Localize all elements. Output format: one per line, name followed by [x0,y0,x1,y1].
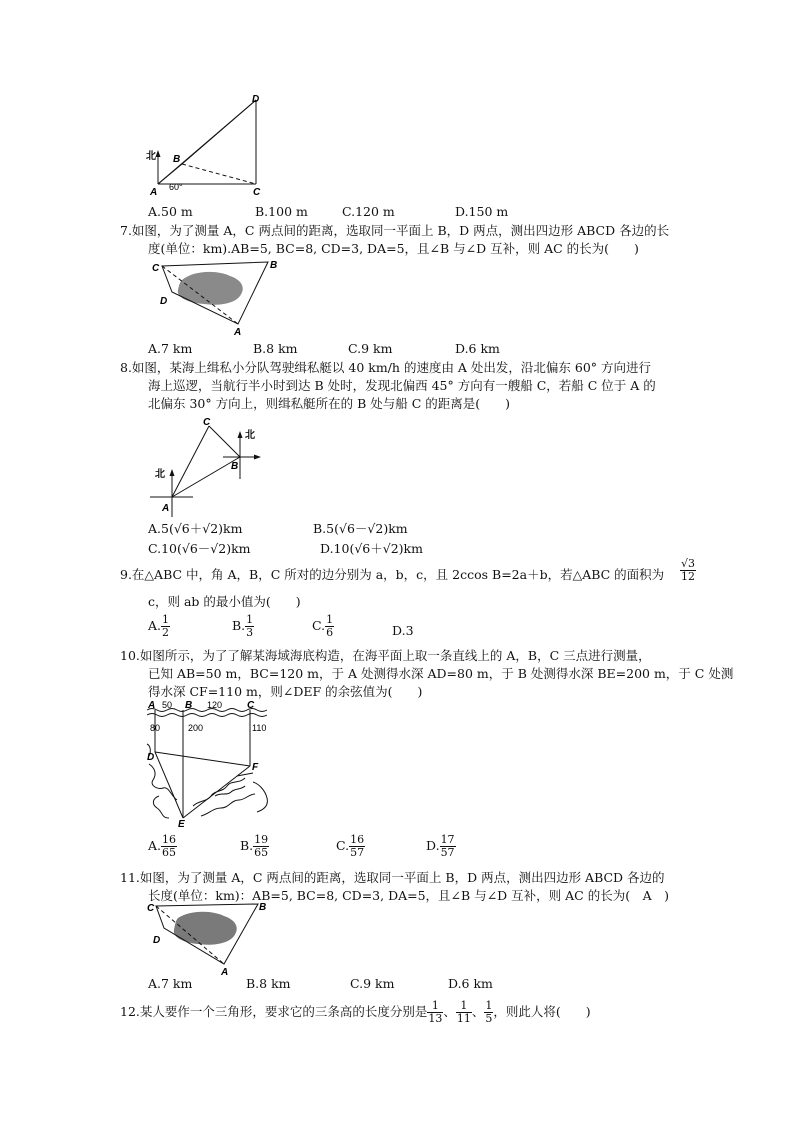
q7-stem-line1: 7.如图，为了测量 A，C 两点间的距离，选取同一平面上 B，D 两点，测出四边形 ABCD 各边的长 [120,223,670,238]
q12-prefix: 12.某人要作一个三角形，要求它的三条高的长度分别是 [120,1004,428,1019]
figure-q11 [146,900,276,978]
fig10-label-e: E [178,819,185,828]
q10-option-d-den: 57 [440,846,455,859]
q9-option-c-den: 6 [326,626,334,639]
fig10-label-c: C [247,700,255,711]
q6-option-b[interactable]: B.100 m [255,204,308,219]
figure-q8 [145,415,275,520]
fig10-label-be: 200 [188,723,204,733]
q12-sep-2: 、 [471,1004,485,1019]
fig7-label-c: C [152,263,160,274]
q10-option-b-den: 65 [254,846,269,859]
fig10-label-cf: 110 [252,723,267,733]
fig10-label-b: B [185,700,193,711]
q10-option-a-prefix: A. [148,838,162,853]
q9-option-a[interactable] [148,614,170,639]
q10-stem-line3: 得水深 CF=110 m，则∠DEF 的余弦值为( ) [148,684,423,699]
q10-option-a-num: 16 [162,833,177,846]
q12-height-1 [427,1000,443,1025]
q9-option-d-value: 3 [405,623,414,638]
q8-option-a[interactable]: A.5(√6＋√2)km [148,521,243,536]
q9-stem-line2: c，则 ab 的最小值为( ) [148,594,301,609]
q9-option-b-num: 1 [246,613,254,626]
fig10-label-a: A [148,700,156,711]
q12-h3-den: 5 [485,1012,493,1025]
q11-option-d[interactable]: D.6 km [448,976,493,991]
q7-stem-line2: 度(单位：km).AB=5, BC=8, CD=3, DA=5，且∠B 与∠D 互补，则 AC 的长为( ) [148,241,639,256]
q12-h2-den: 11 [456,1012,471,1025]
q7-option-d[interactable]: D.6 km [455,341,500,356]
fig10-label-f: F [252,762,259,773]
q9-option-c-prefix: C. [312,618,326,633]
q8-option-d[interactable]: D.10(√6＋√2)km [320,541,423,556]
q10-option-b-num: 19 [254,833,269,846]
fig11-label-c: C [147,903,155,914]
figure-q7 [148,258,288,338]
q9-option-b[interactable] [232,614,254,639]
fig8-label-c: C [203,417,211,428]
q10-option-d-prefix: D. [426,838,440,853]
q7-option-c[interactable]: C.9 km [348,341,393,356]
q12-h1-den: 13 [428,1012,443,1025]
q9-area-fraction [680,558,696,583]
q11-stem-line2: 长度(单位：km)：AB=5, BC=8, CD=3, DA=5，且∠B 与∠D 互补，则 AC 的长为( A ) [148,888,669,903]
q8-option-b[interactable]: B.5(√6－√2)km [313,521,408,536]
q10-option-c-prefix: C. [336,838,350,853]
q7-option-b[interactable]: B.8 km [253,341,298,356]
q10-stem-line2: 已知 AB=50 m，BC=120 m，于 A 处测得水深 AD=80 m，于 B 处测得水深 BE=200 m，于 C 处测 [148,666,734,681]
q10-stem-line1: 10.如图所示，为了了解某海域海底构造，在海平面上取一条直线上的 A，B，C 三点进行测量， [120,648,651,663]
q9-option-a-den: 2 [162,626,170,639]
fig8-label-b: B [231,461,239,472]
fig7-label-b: B [270,260,278,271]
q12-height-2 [456,1000,472,1025]
q10-option-c[interactable] [336,834,365,859]
q10-option-c-num: 16 [350,833,365,846]
q10-option-a[interactable] [148,834,177,859]
fig10-label-ad: 80 [150,723,161,733]
q9-option-c-num: 1 [326,613,334,626]
q6-option-c[interactable]: C.120 m [342,204,395,219]
figure-q10 [145,700,275,828]
fig8-label-a: A [162,503,170,514]
q6-option-a[interactable]: A.50 m [148,204,193,219]
q11-stem-line1: 11.如图，为了测量 A，C 两点间的距离，选取同一平面上 B，D 两点，测出四边形 ABCD 各边的 [120,870,665,885]
q11-option-a[interactable]: A.7 km [148,976,193,991]
q10-option-a-den: 65 [162,846,177,859]
q12-h1-num: 1 [427,1000,443,1013]
fig10-label-d: D [147,752,155,763]
fig6-label-angle: 60° [169,182,183,192]
q12-stem [120,1000,591,1025]
q9-option-a-prefix: A. [148,618,162,633]
q8-stem-line2: 海上巡逻，当航行半小时到达 B 处时，发现北偏西 45° 方向有一艘船 C，若船 C 位于 A 的 [148,378,656,393]
q12-h2-num: 1 [456,1000,472,1013]
fig8-label-north-b: 北 [245,430,255,441]
fig7-label-a: A [234,327,242,338]
fig6-label-a: A [150,187,158,197]
fig10-label-bc: 120 [207,700,223,710]
q12-suffix: ，则此人将( ) [493,1004,591,1019]
q9-option-c[interactable] [312,614,334,639]
fig6-label-b: B [173,154,181,165]
q12-h3-num: 1 [485,999,493,1012]
fig7-label-d: D [160,296,168,307]
figure-q6 [140,92,280,197]
q9-option-b-den: 3 [246,626,254,639]
q9-frac-den: 12 [681,570,695,583]
q9-stem-line1: 9.在△ABC 中，角 A，B，C 所对的边分别为 a，b，c，且 2ccos B=2a＋b，若△ABC 的面积为 [120,567,665,582]
q9-frac-num: √3 [681,557,696,570]
fig11-label-b: B [259,902,267,913]
fig10-label-ab: 50 [162,700,173,710]
q8-stem-line1: 8.如图，某海上缉私小分队驾驶缉私艇以 40 km/h 的速度由 A 处出发，沿北偏东 60° 方向进行 [120,360,652,375]
q6-option-d[interactable]: D.150 m [455,204,509,219]
q9-option-a-num: 1 [162,613,170,626]
q8-option-c[interactable]: C.10(√6－√2)km [148,541,251,556]
q10-option-c-den: 57 [350,846,365,859]
q11-option-c[interactable]: C.9 km [350,976,395,991]
q10-option-d[interactable] [426,834,456,859]
q9-option-b-prefix: B. [232,618,246,633]
q9-option-d[interactable] [392,623,414,639]
fig11-label-d: D [153,935,161,946]
q7-option-a[interactable]: A.7 km [148,341,193,356]
fig6-label-north: 北 [146,151,156,162]
q10-option-b-prefix: B. [240,838,254,853]
fig6-label-c: C [253,187,261,197]
fig8-label-north-a: 北 [155,469,165,480]
q11-option-b[interactable]: B.8 km [246,976,291,991]
fig6-label-d: D [252,94,260,105]
q10-option-d-num: 17 [440,833,455,846]
q9-option-d-prefix: D. [392,623,406,638]
q8-stem-line3: 北偏东 30° 方向上，则缉私艇所在的 B 处与船 C 的距离是( ) [148,396,511,411]
fig11-label-a: A [221,967,229,978]
q12-sep-1: 、 [443,1004,456,1019]
q10-option-b[interactable] [240,834,269,859]
